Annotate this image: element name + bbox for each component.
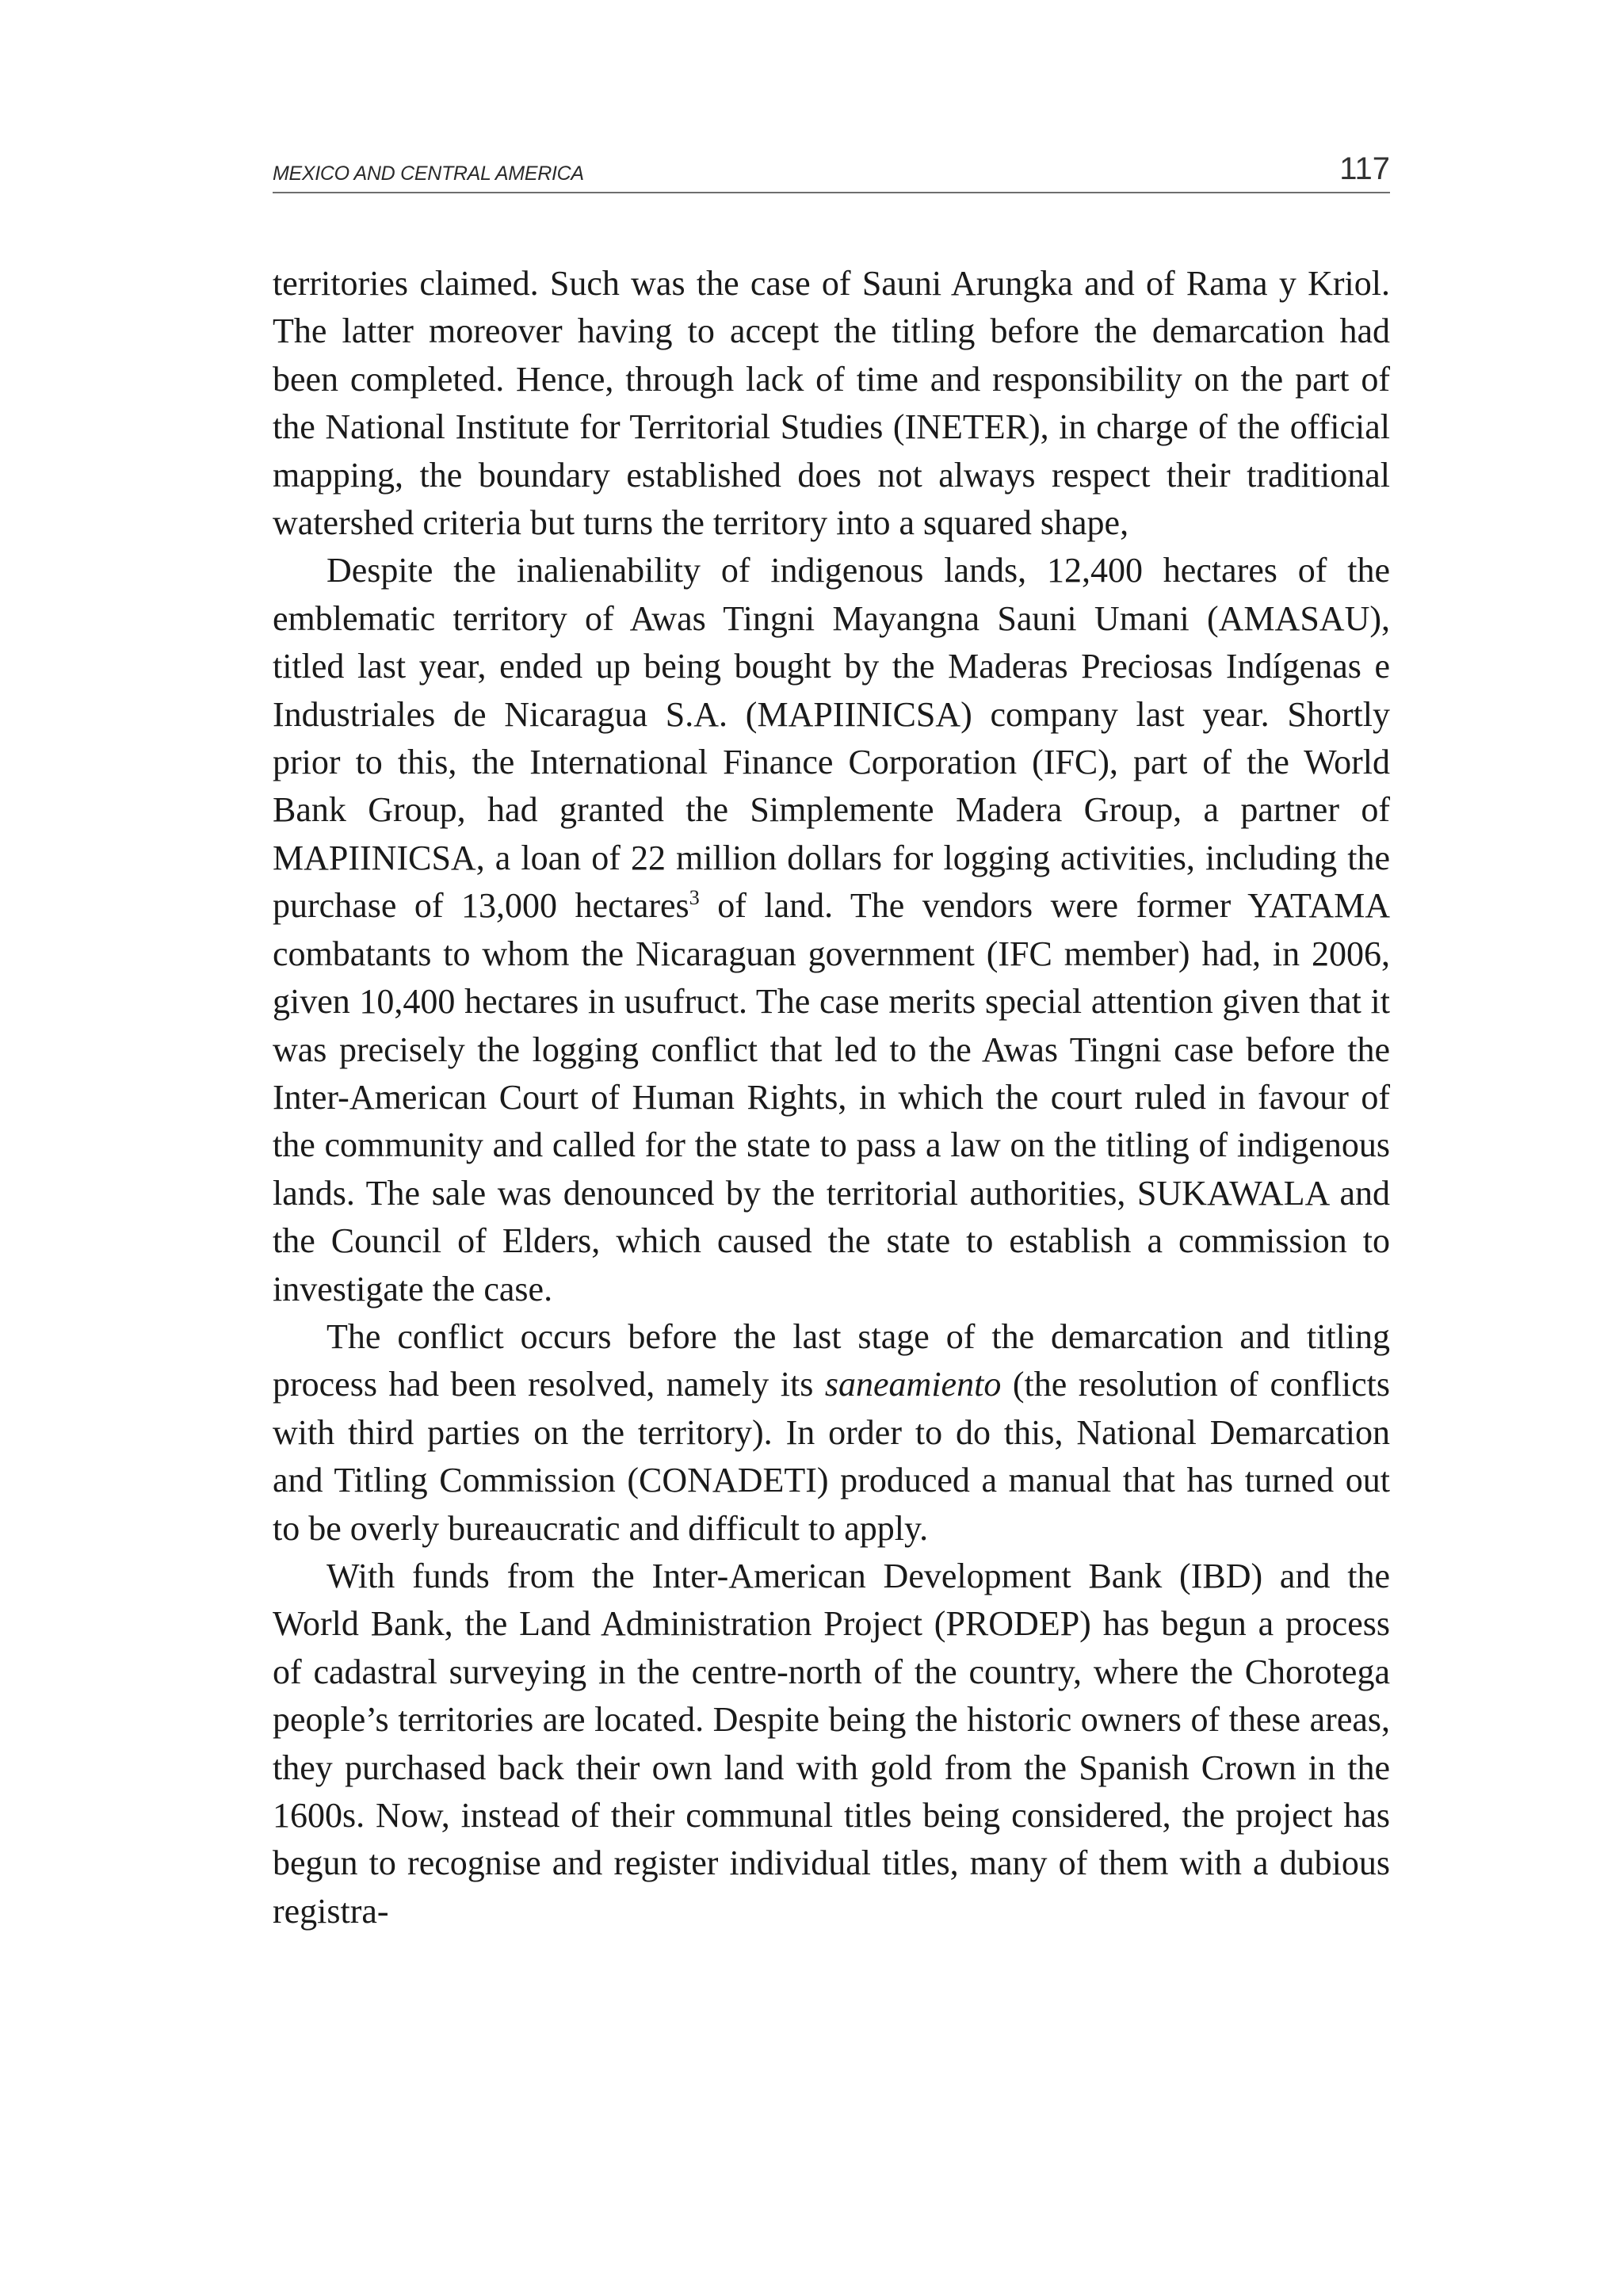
paragraph-3-text-b: (the resolution of conflicts with third parties on the territory). In order to do this, National Demarcation and Titling Commission (CONADETI) produced a manual that has turned out to be overly bureaucratic and difficult to apply. [273, 1365, 1391, 1548]
page-header [273, 151, 1390, 193]
body-text [273, 260, 1390, 1935]
running-head: MEXICO AND CENTRAL AMERICA [273, 162, 584, 185]
paragraph-3-text-a: The conflict occurs before the last stage of the demarcation and titling process had been resolved, namely its [273, 1316, 1390, 1404]
paragraph-1: territories claimed. Such was the case of Sauni Arungka and of Rama y Kriol. The latter moreover having to accept the titling before the demarcation had been completed. Hence, through lack of time and responsibility on the part of the National Institute for Territorial Studies (INETER), in charge of the official mapping, the boundary established does not always respect their traditional watershed criteria but turns the territory into a squared shape, [273, 264, 1390, 543]
paragraph-3 [273, 1313, 1390, 1553]
paragraph-4: With funds from the Inter-American Development Bank (IBD) and the World Bank, the Land Administration Project (PRODEP) has begun a process of cadastral surveying in the centre-north of the country, where the Chorotega people’s territories are located. Despite being the historic owners of these areas, they purchased back their own land with gold from the Spanish Crown in the 1600s. Now, instead of their communal titles being considered, the project has begun to recognise and register individual titles, many of them with a dubious registra- [273, 1556, 1390, 1931]
paragraph-2 [273, 547, 1390, 1313]
italic-term: saneamiento [824, 1365, 1002, 1404]
paragraph-2-text-a: Despite the inalienability of indigenous lands, 12,400 hectares of the emblematic territory of Awas Tingni Mayangna Sauni Umani (AMASAU), titled last year, ended up being bought by the Maderas Preciosas Indígenas e Industriales de Nicaragua S.A. (MAPIINICSA) company last year. Shortly prior to this, the International Finance Corporation (IFC), part of the World Bank Group, had granted the Simplemente Madera Group, a partner of MAPIINICSA, a loan of 22 million dollars for logging activities, including the purchase of 13,000 hectares [273, 551, 1390, 926]
footnote-ref: 3 [689, 886, 700, 910]
paragraph-2-text-b: of land. The vendors were former YATAMA combatants to whom the Nicaraguan government (IFC member) had, in 2006, given 10,400 hectares in usufruct. The case merits special attention given that it was precisely the logging conflict that led to the Awas Tingni case before the Inter-American Court of Human Rights, in which the court ruled in favour of the community and called for the state to pass a law on the titling of indigenous lands. The sale was denounced by the territorial authorities, SUKAWALA and the Council of Elders, which caused the state to establish a commission to investigate the case. [273, 886, 1390, 1308]
page-number: 117 [1339, 151, 1390, 186]
